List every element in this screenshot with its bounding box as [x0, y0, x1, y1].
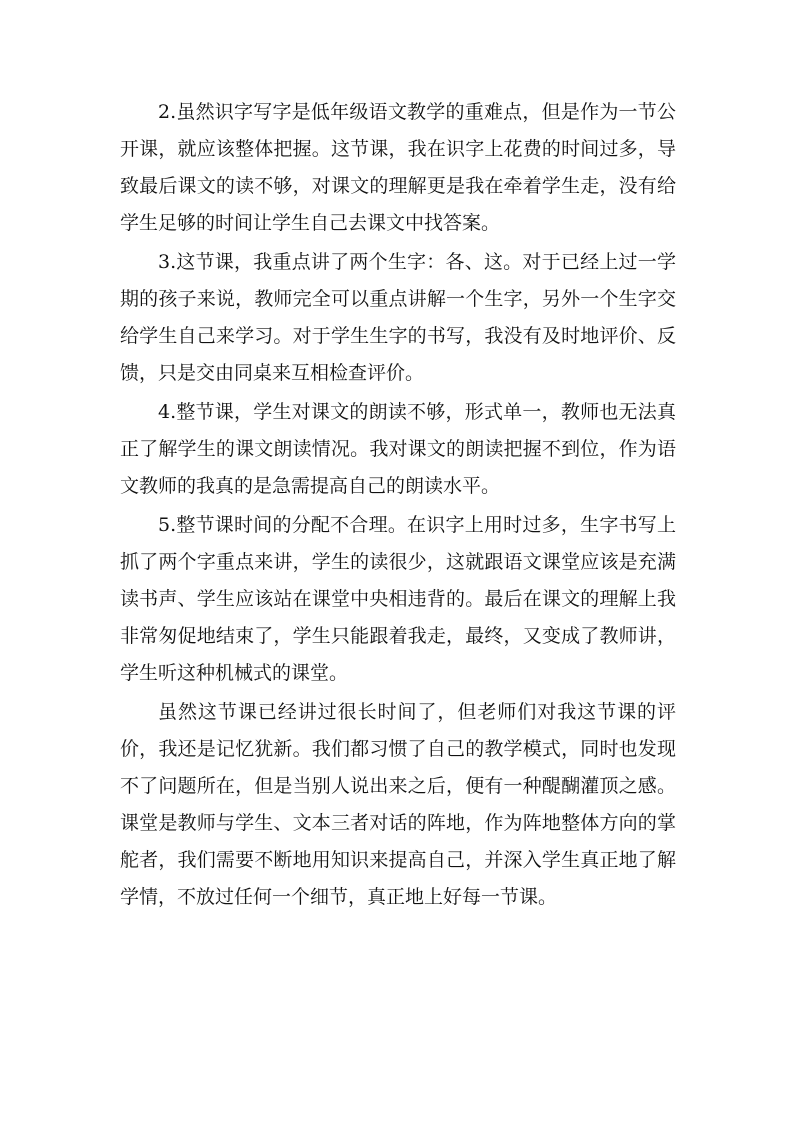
paragraph-point-3: 3.这节课，我重点讲了两个生字：各、这。对于已经上过一学期的孩子来说，教师完全可以重点讲解一个生字，另外一个生字交给学生自己来学习。对于学生生字的书写，我没有及时地评价、反馈，只是交由同桌来互相检查评价。: [120, 251, 676, 384]
paragraph-conclusion: 虽然这节课已经讲过很长时间了，但老师们对我这节课的评价，我还是记忆犹新。我们都习惯了自己的教学模式，同时也发现不了问题所在，但是当别人说出来之后，便有一种醍醐灌顶之感。课堂是教师与学生、文本三者对话的阵地，作为阵地整体方向的掌舵者，我们需要不断地用知识来提高自己，并深入学生真正地了解学情，不放过任何一个细节，真正地上好每一节课。: [120, 701, 676, 908]
paragraph-point-2: 2.虽然识字写字是低年级语文教学的重难点，但是作为一节公开课，就应该整体把握。这节课，我在识字上花费的时间过多，导致最后课文的读不够，对课文的理解更是我在牵着学生走，没有给学生足够的时间让学生自己去课文中找答案。: [120, 101, 676, 234]
paragraph-point-5: 5.整节课时间的分配不合理。在识字上用时过多，生字书写上抓了两个字重点来讲，学生的读很少，这就跟语文课堂应该是充满读书声、学生应该站在课堂中央相违背的。最后在课文的理解上我非常匆促地结束了，学生只能跟着我走，最终，又变成了教师讲，学生听这种机械式的课堂。: [120, 514, 676, 684]
paragraph-point-4: 4.整节课，学生对课文的朗读不够，形式单一，教师也无法真正了解学生的课文朗读情况。我对课文的朗读把握不到位，作为语文教师的我真的是急需提高自己的朗读水平。: [120, 401, 676, 497]
document-body: [120, 94, 676, 918]
